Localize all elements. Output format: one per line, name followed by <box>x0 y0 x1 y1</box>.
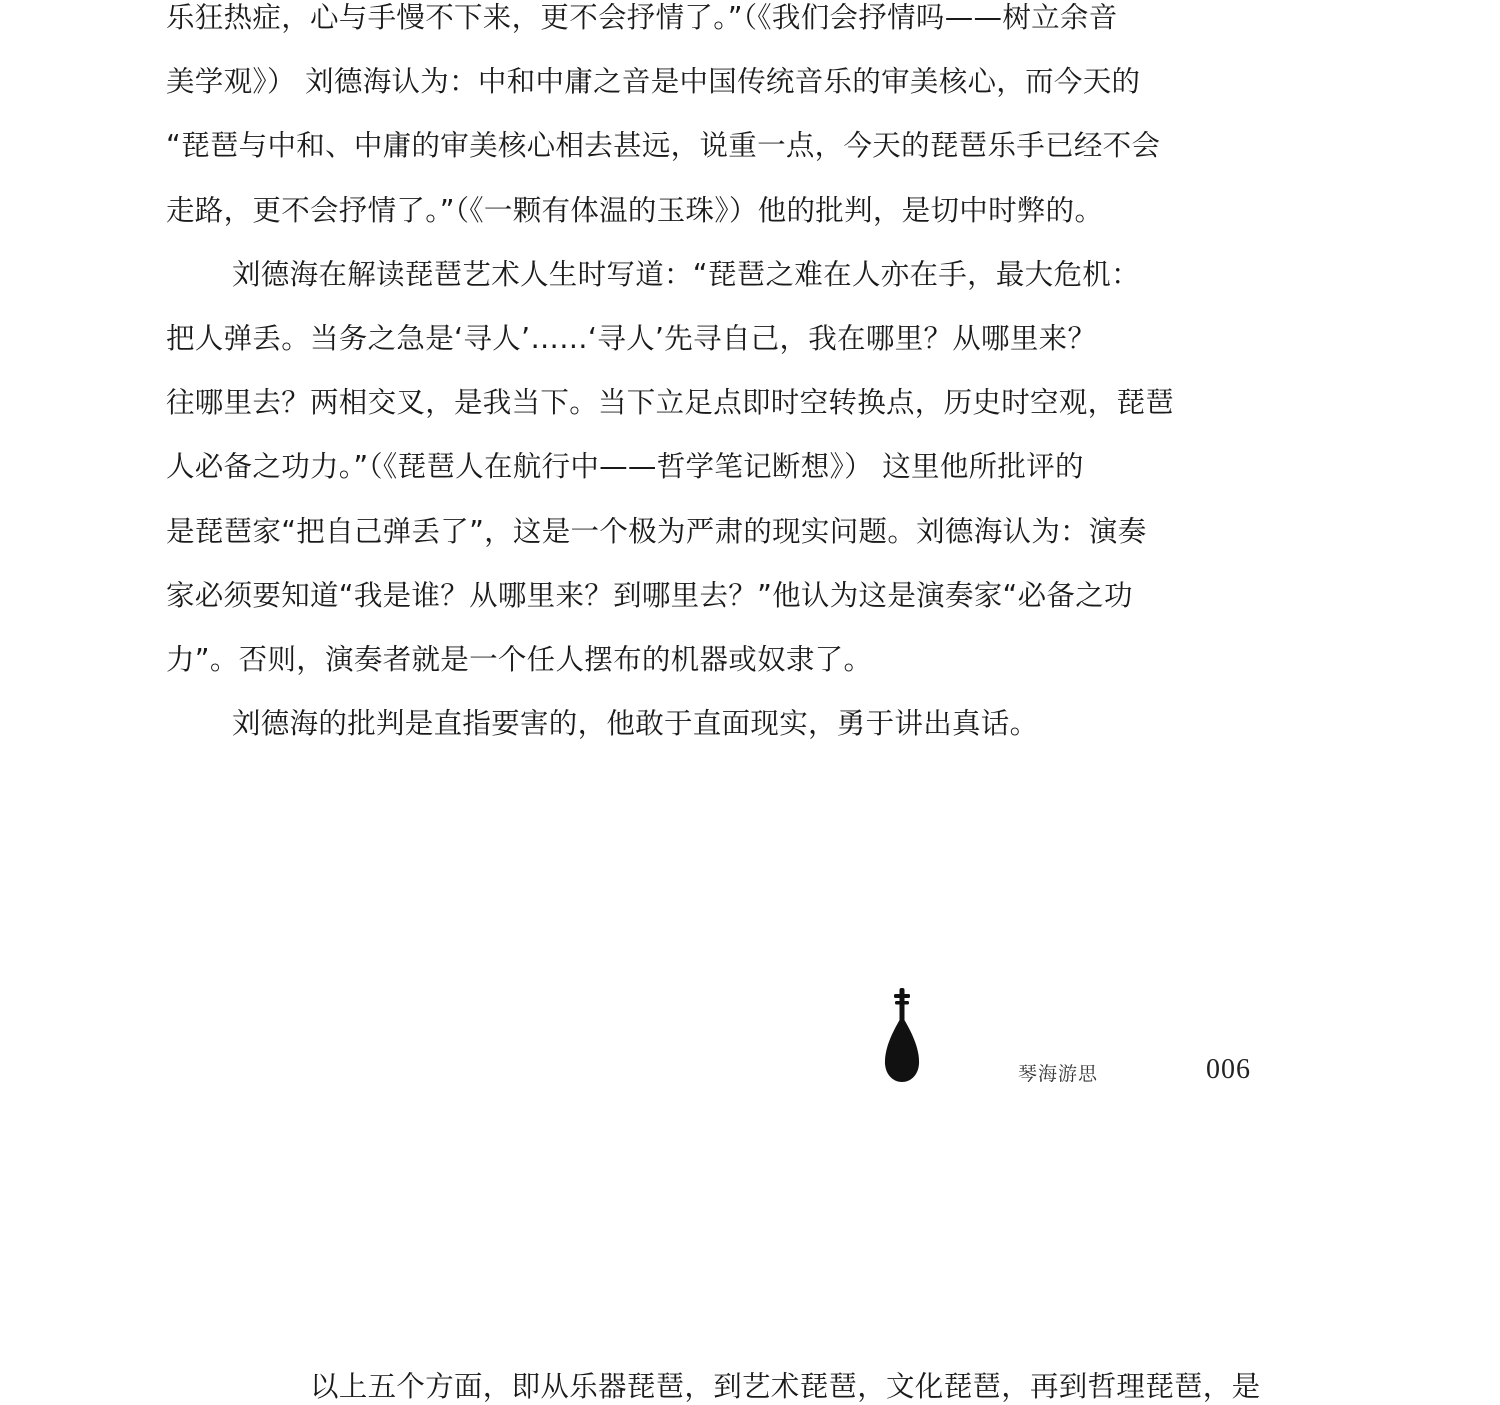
text-line: “琵琶与中和、中庸的审美核心相去甚远，说重一点，今天的琵琶乐手已经不会 <box>166 129 1161 163</box>
text-line: 刘德海的批判是直指要害的，他敢于直面现实，勇于讲出真话。 <box>232 707 1039 741</box>
text-line: 刘德海在解读琵琶艺术人生时写道：“琵琶之难在人亦在手，最大危机： <box>232 257 1140 291</box>
pipa-icon <box>878 986 926 1086</box>
text-line: 力”。否则，演奏者就是一个任人摆布的机器或奴隶了。 <box>166 642 873 676</box>
text-line: 美学观》） 刘德海认为：中和中庸之音是中国传统音乐的审美核心，而今天的 <box>166 65 1141 99</box>
page-number: 006 <box>1206 1054 1251 1085</box>
text-line: 家必须要知道“我是谁？从哪里来？到哪里去？”他认为这是演奏家“必备之功 <box>166 578 1133 612</box>
text-line: 乐狂热症，心与手慢不下来，更不会抒情了。”（《我们会抒情吗——树立余音 <box>166 1 1118 34</box>
page-body <box>166 0 1266 756</box>
text-line: 是琵琶家“把自己弹丢了”，这是一个极为严肃的现实问题。刘德海认为：演奏 <box>166 514 1147 548</box>
text-line: 走路，更不会抒情了。”（《一颗有体温的玉珠》）他的批判，是切中时弊的。 <box>166 193 1104 227</box>
next-page-fragment: 以上五个方面，即从乐器琵琶，到艺术琵琶，文化琵琶，再到哲理琵琶，是 <box>310 1370 1261 1403</box>
text-line: 把人弹丢。当务之急是‘寻人’……‘寻人’先寻自己，我在哪里？从哪里来？ <box>166 321 1097 355</box>
book-title: 琴海游思 <box>1018 1063 1099 1085</box>
text-line: 人必备之功力。”（《琵琶人在航行中——哲学笔记断想》） 这里他所批评的 <box>166 450 1084 484</box>
text-line: 往哪里去？两相交叉，是我当下。当下立足点即时空转换点，历史时空观，琵琶 <box>166 386 1175 420</box>
